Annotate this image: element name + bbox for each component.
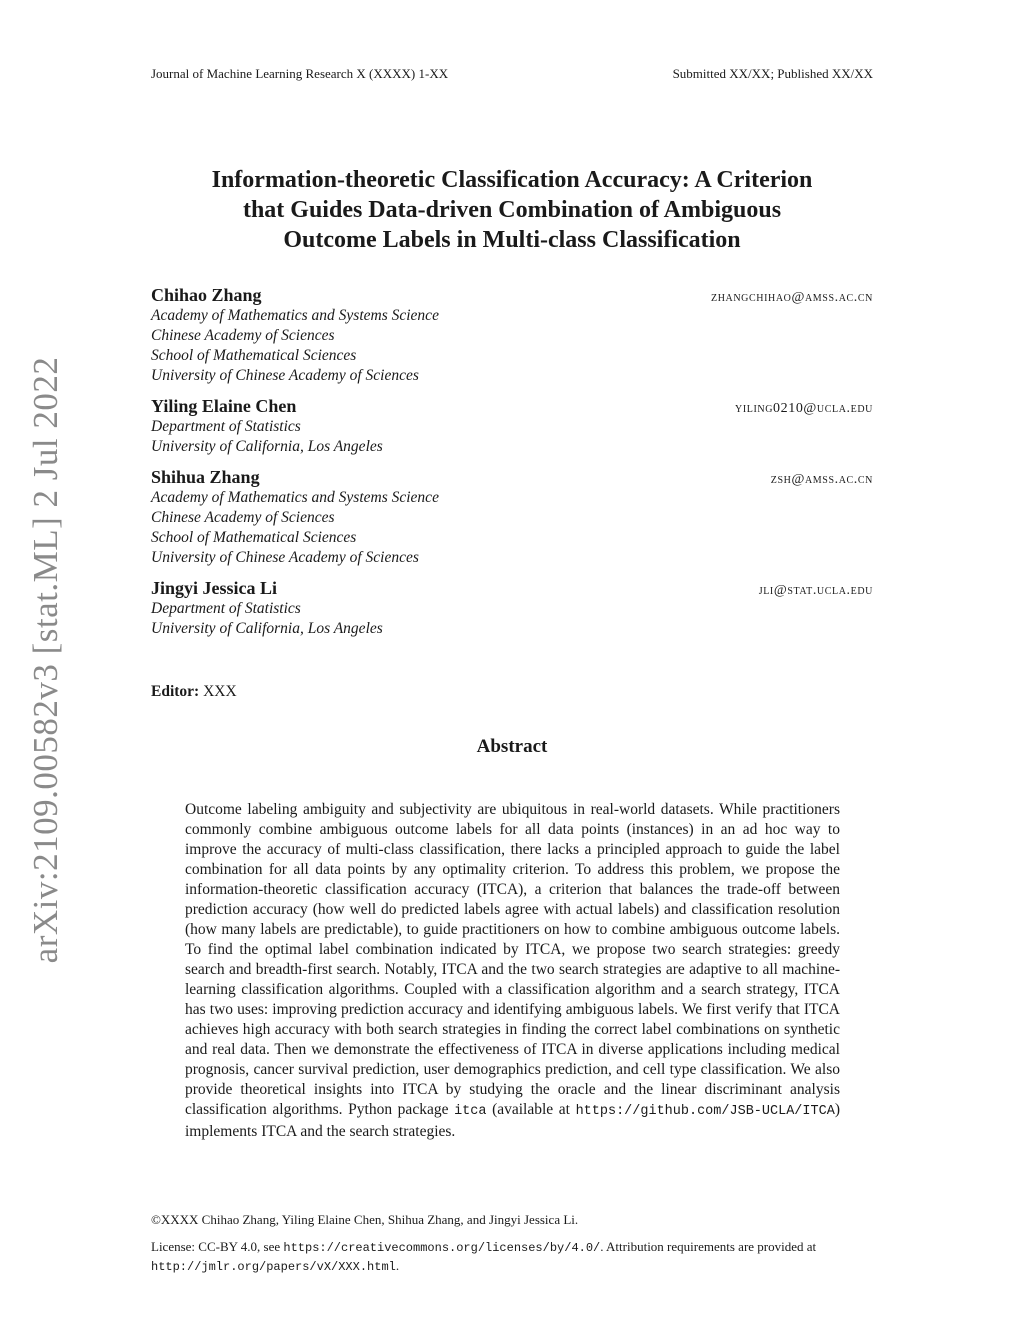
license-link[interactable]: https://creativecommons.org/licenses/by/4.0/ [283,1241,601,1255]
license-text: License: CC-BY 4.0, see [151,1239,284,1254]
author-affiliation: University of California, Los Angeles [151,438,383,455]
paper-title [130,165,894,255]
author-affiliation: Chinese Academy of Sciences [151,509,335,526]
package-name: itca [454,1104,487,1119]
abstract-body [185,800,840,1142]
author-block [151,466,873,568]
license-text: . [395,1258,400,1273]
copyright-notice: ©XXXX Chihao Zhang, Yiling Elaine Chen, Shihua Zhang, and Jingyi Jessica Li. [151,1212,579,1227]
author-block [151,577,873,639]
title-line: that Guides Data-driven Combination of Ambiguous [242,197,782,223]
author-name: Jingyi Jessica Li [151,578,278,598]
title-line: Outcome Labels in Multi-class Classification [283,227,741,253]
abstract-text: ) implements ITCA and the search strategies. [185,1101,840,1140]
author-block [151,284,873,386]
author-affiliation: University of California, Los Angeles [151,620,383,637]
author-affiliation: Chinese Academy of Sciences [151,327,335,344]
abstract-text: (available at [486,1101,576,1118]
author-email[interactable]: jli@stat.ucla.edu [758,583,873,598]
author-email[interactable]: zhangchihao@amss.ac.cn [711,290,873,305]
author-affiliation: Academy of Mathematics and Systems Science [151,489,439,506]
author-affiliation: Department of Statistics [151,600,301,617]
editor-label: Editor: [151,683,200,700]
author-affiliation: School of Mathematical Sciences [151,347,357,364]
title-line: Information-theoretic Classification Accuracy: A Criterion [211,167,813,193]
author-affiliation: Academy of Mathematics and Systems Science [151,307,439,324]
editor-value: XXX [203,683,237,700]
abstract-heading: Abstract [476,736,548,757]
author-affiliation: University of Chinese Academy of Sciences [151,367,419,384]
submission-dates: Submitted XX/XX; Published XX/XX [672,66,873,81]
license-notice [151,1238,873,1276]
author-affiliation: Department of Statistics [151,418,301,435]
author-email[interactable]: zsh@amss.ac.cn [770,472,873,487]
arxiv-stamp [20,356,72,964]
github-link[interactable]: https://github.com/JSB-UCLA/ITCA [575,1104,835,1119]
editor-line [151,683,237,701]
author-affiliation: School of Mathematical Sciences [151,529,357,546]
abstract-text: Outcome labeling ambiguity and subjectivity are ubiquitous in real-world datasets. While practitioners commonly combine ambiguous outcome labels for all data points (instances) in an ad hoc way to improve the accuracy of multi-class classification, there lacks a principled approach to guide the label combination for all data points by any optimality criterion. To address this problem, we propose the information-theoretic classification accuracy (ITCA), a criterion that balances the trade-off between prediction accuracy (how well do predicted labels agree with actual labels) and classification resolution (how many labels are predictable), to guide practitioners on how to combine ambiguous outcome labels. To find the optimal label combination indicated by ITCA, we propose two search strategies: greedy search and breadth-first search. Notably, ITCA and the two search strategies are adaptive to all machine-learning classification algorithms. Coupled with a classification algorithm and a search strategy, ITCA has two uses: improving prediction accuracy and identifying ambiguous labels. We first verify that ITCA achieves high accuracy with both search strategies in finding the correct label combinations on synthetic and real data. Then we demonstrate the effectiveness of ITCA in diverse applications including medical prognosis, cancer survival prediction, user demographics prediction, and cell type classification. We also provide theoretical insights into ITCA by studying the oracle and the linear discriminant analysis classification algorithms. Python package [185,801,840,1118]
author-name: Chihao Zhang [151,285,262,305]
author-email[interactable]: yiling0210@ucla.edu [735,401,873,416]
author-name: Yiling Elaine Chen [151,396,297,416]
jmlr-link[interactable]: http://jmlr.org/papers/vX/XXX.html [151,1260,396,1274]
author-list [151,284,873,648]
author-block [151,395,873,457]
running-head [151,66,873,82]
arxiv-identifier[interactable]: arXiv:2109.00582v3 [stat.ML] 2 Jul 2022 [26,356,65,964]
license-text: . Attribution requirements are provided at [600,1239,817,1254]
author-affiliation: University of Chinese Academy of Sciences [151,549,419,566]
author-name: Shihua Zhang [151,467,260,487]
journal-name: Journal of Machine Learning Research X (XXXX) 1-XX [151,66,449,81]
